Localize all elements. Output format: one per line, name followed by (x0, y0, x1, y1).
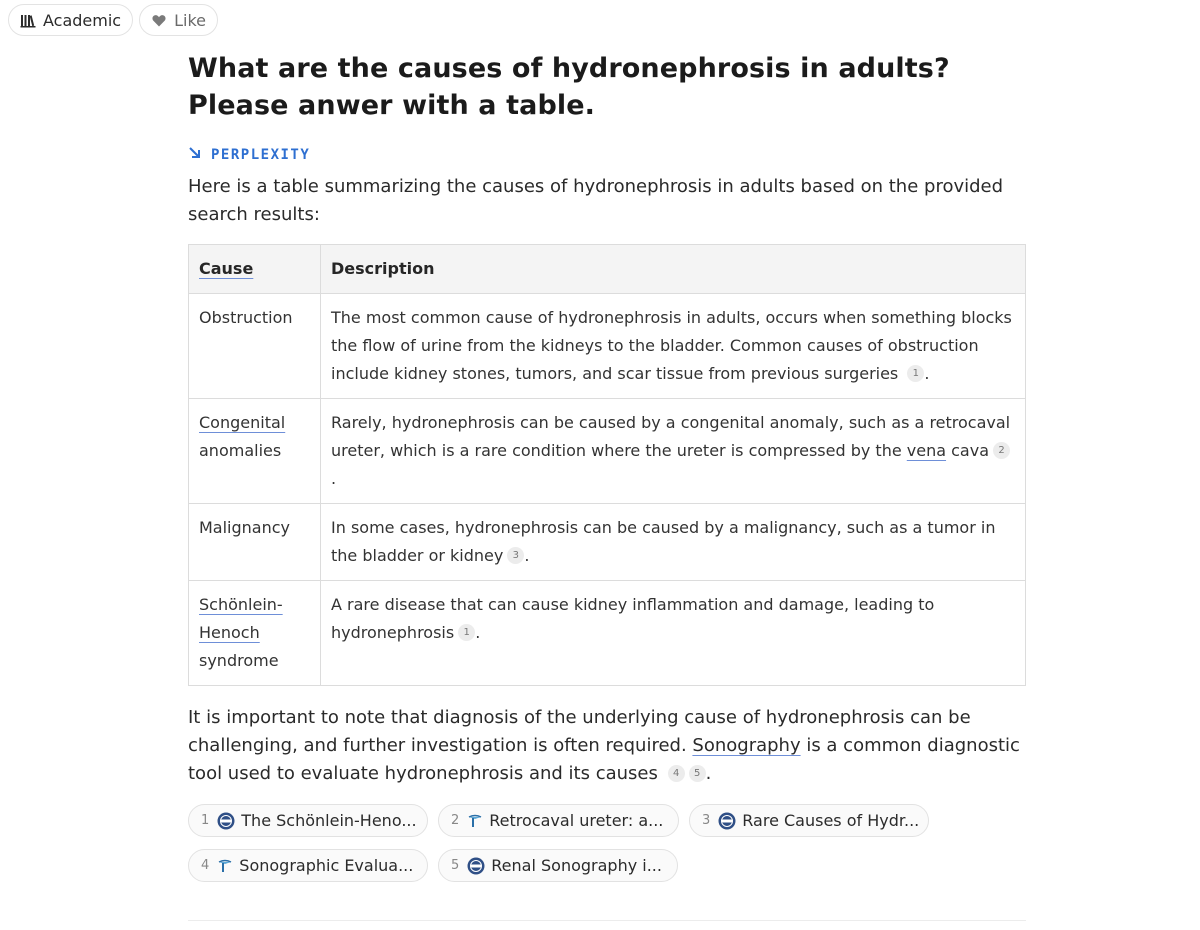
citation-badge[interactable]: 4 (668, 765, 685, 782)
table-header-cause[interactable]: Cause (189, 245, 321, 294)
cause-cell: Congenital anomalies (189, 399, 321, 504)
source-chip[interactable]: 5 Renal Sonography i... (438, 849, 678, 882)
focus-academic-button[interactable] (8, 4, 133, 36)
citation-badge[interactable]: 2 (993, 442, 1010, 459)
cause-link[interactable]: Congenital (199, 413, 286, 432)
source-chip[interactable]: 3 Rare Causes of Hydr... (689, 804, 929, 837)
answer-intro: Here is a table summarizing the causes of hydronephrosis in adults based on the provided search results: (188, 176, 1004, 225)
thread-main (188, 50, 1026, 882)
table-header-description: Description (321, 245, 1026, 294)
cause-cell: Obstruction (189, 294, 321, 399)
citation-badge[interactable]: 3 (507, 547, 524, 564)
table-row (189, 581, 1026, 686)
description-cell: The most common cause of hydronephrosis in adults, occurs when something blocks the flow of urine from the kidneys to the bladder. Common causes of obstruction include kidney stones, tumors, and scar tissue from previous surgeries 1 . (321, 294, 1026, 399)
citation-badge[interactable]: 1 (458, 624, 475, 641)
source-chips (188, 804, 948, 882)
citation-badge[interactable]: 5 (689, 765, 706, 782)
table-row (189, 504, 1026, 581)
question-title: What are the causes of hydronephrosis in adults? Please anwer with a table. (188, 53, 950, 121)
pubmed-icon (467, 813, 483, 829)
answer-source (188, 146, 1026, 163)
vena-link[interactable]: vena (906, 441, 947, 460)
source-chip[interactable]: 2 Retrocaval ureter: a... (438, 804, 679, 837)
top-bar (8, 4, 218, 36)
sonography-link[interactable]: Sonography (692, 735, 801, 756)
globe-icon (467, 857, 485, 875)
globe-icon (217, 812, 235, 830)
library-icon (20, 12, 36, 28)
answer-conclusion: It is important to note that diagnosis of the underlying cause of hydronephrosis can be challenging, and further investigation is often required. Sonography is a common diagnostic tool used to evaluate hydronephrosis and its causes 4 5 . (188, 707, 1020, 784)
table-header-row (189, 245, 1026, 294)
arrow-down-right-icon (188, 146, 201, 163)
cause-link[interactable]: Schönlein- (199, 595, 283, 614)
source-chip[interactable]: 1 The Schönlein-Heno... (188, 804, 428, 837)
table-row (189, 399, 1026, 504)
cause-cell: Schönlein- Henoch syndrome (189, 581, 321, 686)
table-row (189, 294, 1026, 399)
heart-icon (151, 12, 167, 28)
pubmed-icon (217, 858, 233, 874)
cause-cell: Malignancy (189, 504, 321, 581)
cause-link[interactable]: Henoch (199, 623, 260, 642)
source-chip[interactable]: 4 Sonographic Evalua... (188, 849, 428, 882)
globe-icon (718, 812, 736, 830)
description-cell: In some cases, hydronephrosis can be caused by a malignancy, such as a tumor in the bladder or kidney 3 . (321, 504, 1026, 581)
answer-source-label: PERPLEXITY (211, 146, 311, 163)
like-label: Like (174, 10, 206, 30)
citation-badge[interactable]: 1 (907, 365, 924, 382)
like-button[interactable] (139, 4, 218, 36)
description-cell: A rare disease that can cause kidney inflammation and damage, leading to hydronephrosis 1 . (321, 581, 1026, 686)
description-cell: Rarely, hydronephrosis can be caused by a congenital anomaly, such as a retrocaval ureter, which is a rare condition where the ureter is compressed by the vena cava 2. (321, 399, 1026, 504)
focus-academic-label: Academic (43, 10, 122, 30)
causes-table (188, 244, 1026, 686)
